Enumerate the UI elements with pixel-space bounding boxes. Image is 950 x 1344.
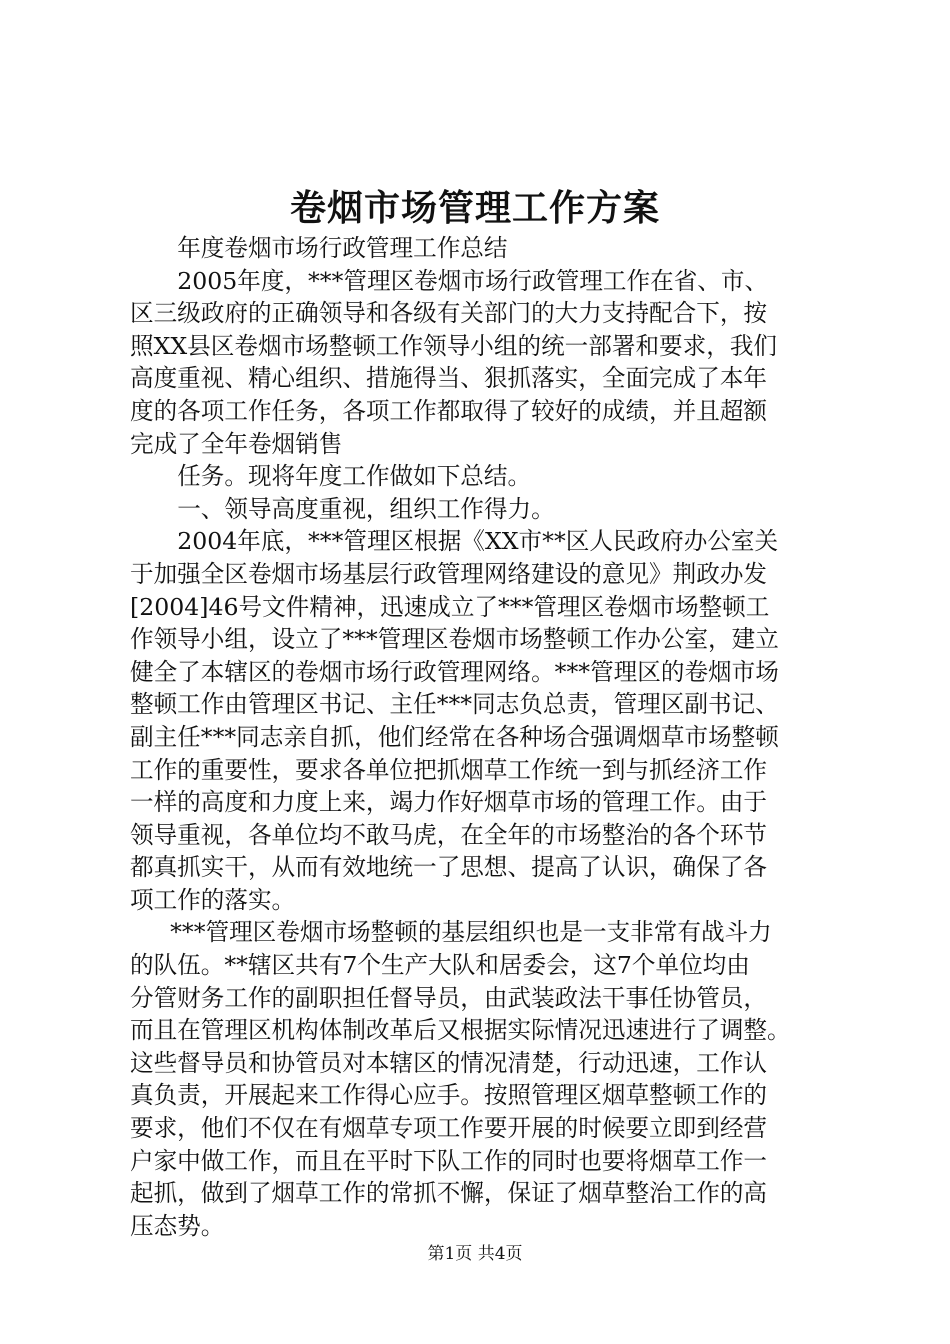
document-body	[130, 232, 850, 1242]
paragraph-subtitle: 年度卷烟市场行政管理工作总结	[177, 234, 508, 262]
section-heading-1: 一、领导高度重视，组织工作得力。	[177, 494, 555, 523]
paragraph-summary-intro: 任务。现将年度工作做如下总结。	[177, 462, 532, 491]
document-title: 卷烟市场管理工作方案	[289, 187, 660, 229]
paragraph-grassroots: ***管理区卷烟市场整顿的基层组织也是一支非常有战斗力 的队伍。**辖区共有7个生产大队和居委会，这7个单位均由 分管财务工作的副职担任督导员，由武装政法干事任协管员， 而且在管理区机构体制改革后又根据实际情况迅速进行了调整。 这些督导员和协管员对本辖区的情况清楚，行动迅速，工作认 真负责，开展起来工作得心应手。按照管理区烟草整顿工作的 要求，他们不仅在有烟草专项工作要开展的时候要立即到经营 户家中做工作，而且在平时下队工作的同时也要将烟草工作一 起抓，做到了烟草工作的常抓不懈，保证了烟草整治工作的高 压态势。	[130, 918, 791, 1240]
page-footer: 第1页 共4页	[427, 1244, 523, 1264]
paragraph-overview: 2005年度，***管理区卷烟市场行政管理工作在省、市、 区三级政府的正确领导和各级有关部门的大力支持配合下，按 照XX县区卷烟市场整顿工作领导小组的统一部署和要求，我们 高度重视、精心组织、措施得当、狠抓落实，全面完成了本年 度的各项工作任务，各项工作都取得了较好的成绩，并且超额 完成了全年卷烟销售	[130, 266, 778, 458]
paragraph-leadership: 2004年底，***管理区根据《XX市**区人民政府办公室关 于加强全区卷烟市场基层行政管理网络建设的意见》荆政办发 [2004]46号文件精神，迅速成立了***管理区卷烟市场整顿工 作领导小组，设立了***管理区卷烟市场整顿工作办公室，建立 健全了本辖区的卷烟市场行政管理网络。***管理区的卷烟市场 整顿工作由管理区书记、主任***同志负总责，管理区副书记、 副主任***同志亲自抓，他们经常在各种场合强调烟草市场整顿 工作的重要性，要求各单位把抓烟草工作统一到与抓经济工作 一样的高度和力度上来，竭力作好烟草市场的管理工作。由于 领导重视，各单位均不敢马虎，在全年的市场整治的各个环节 都真抓实干，从而有效地统一了思想、提高了认识，确保了各 项工作的落实。	[130, 527, 779, 914]
